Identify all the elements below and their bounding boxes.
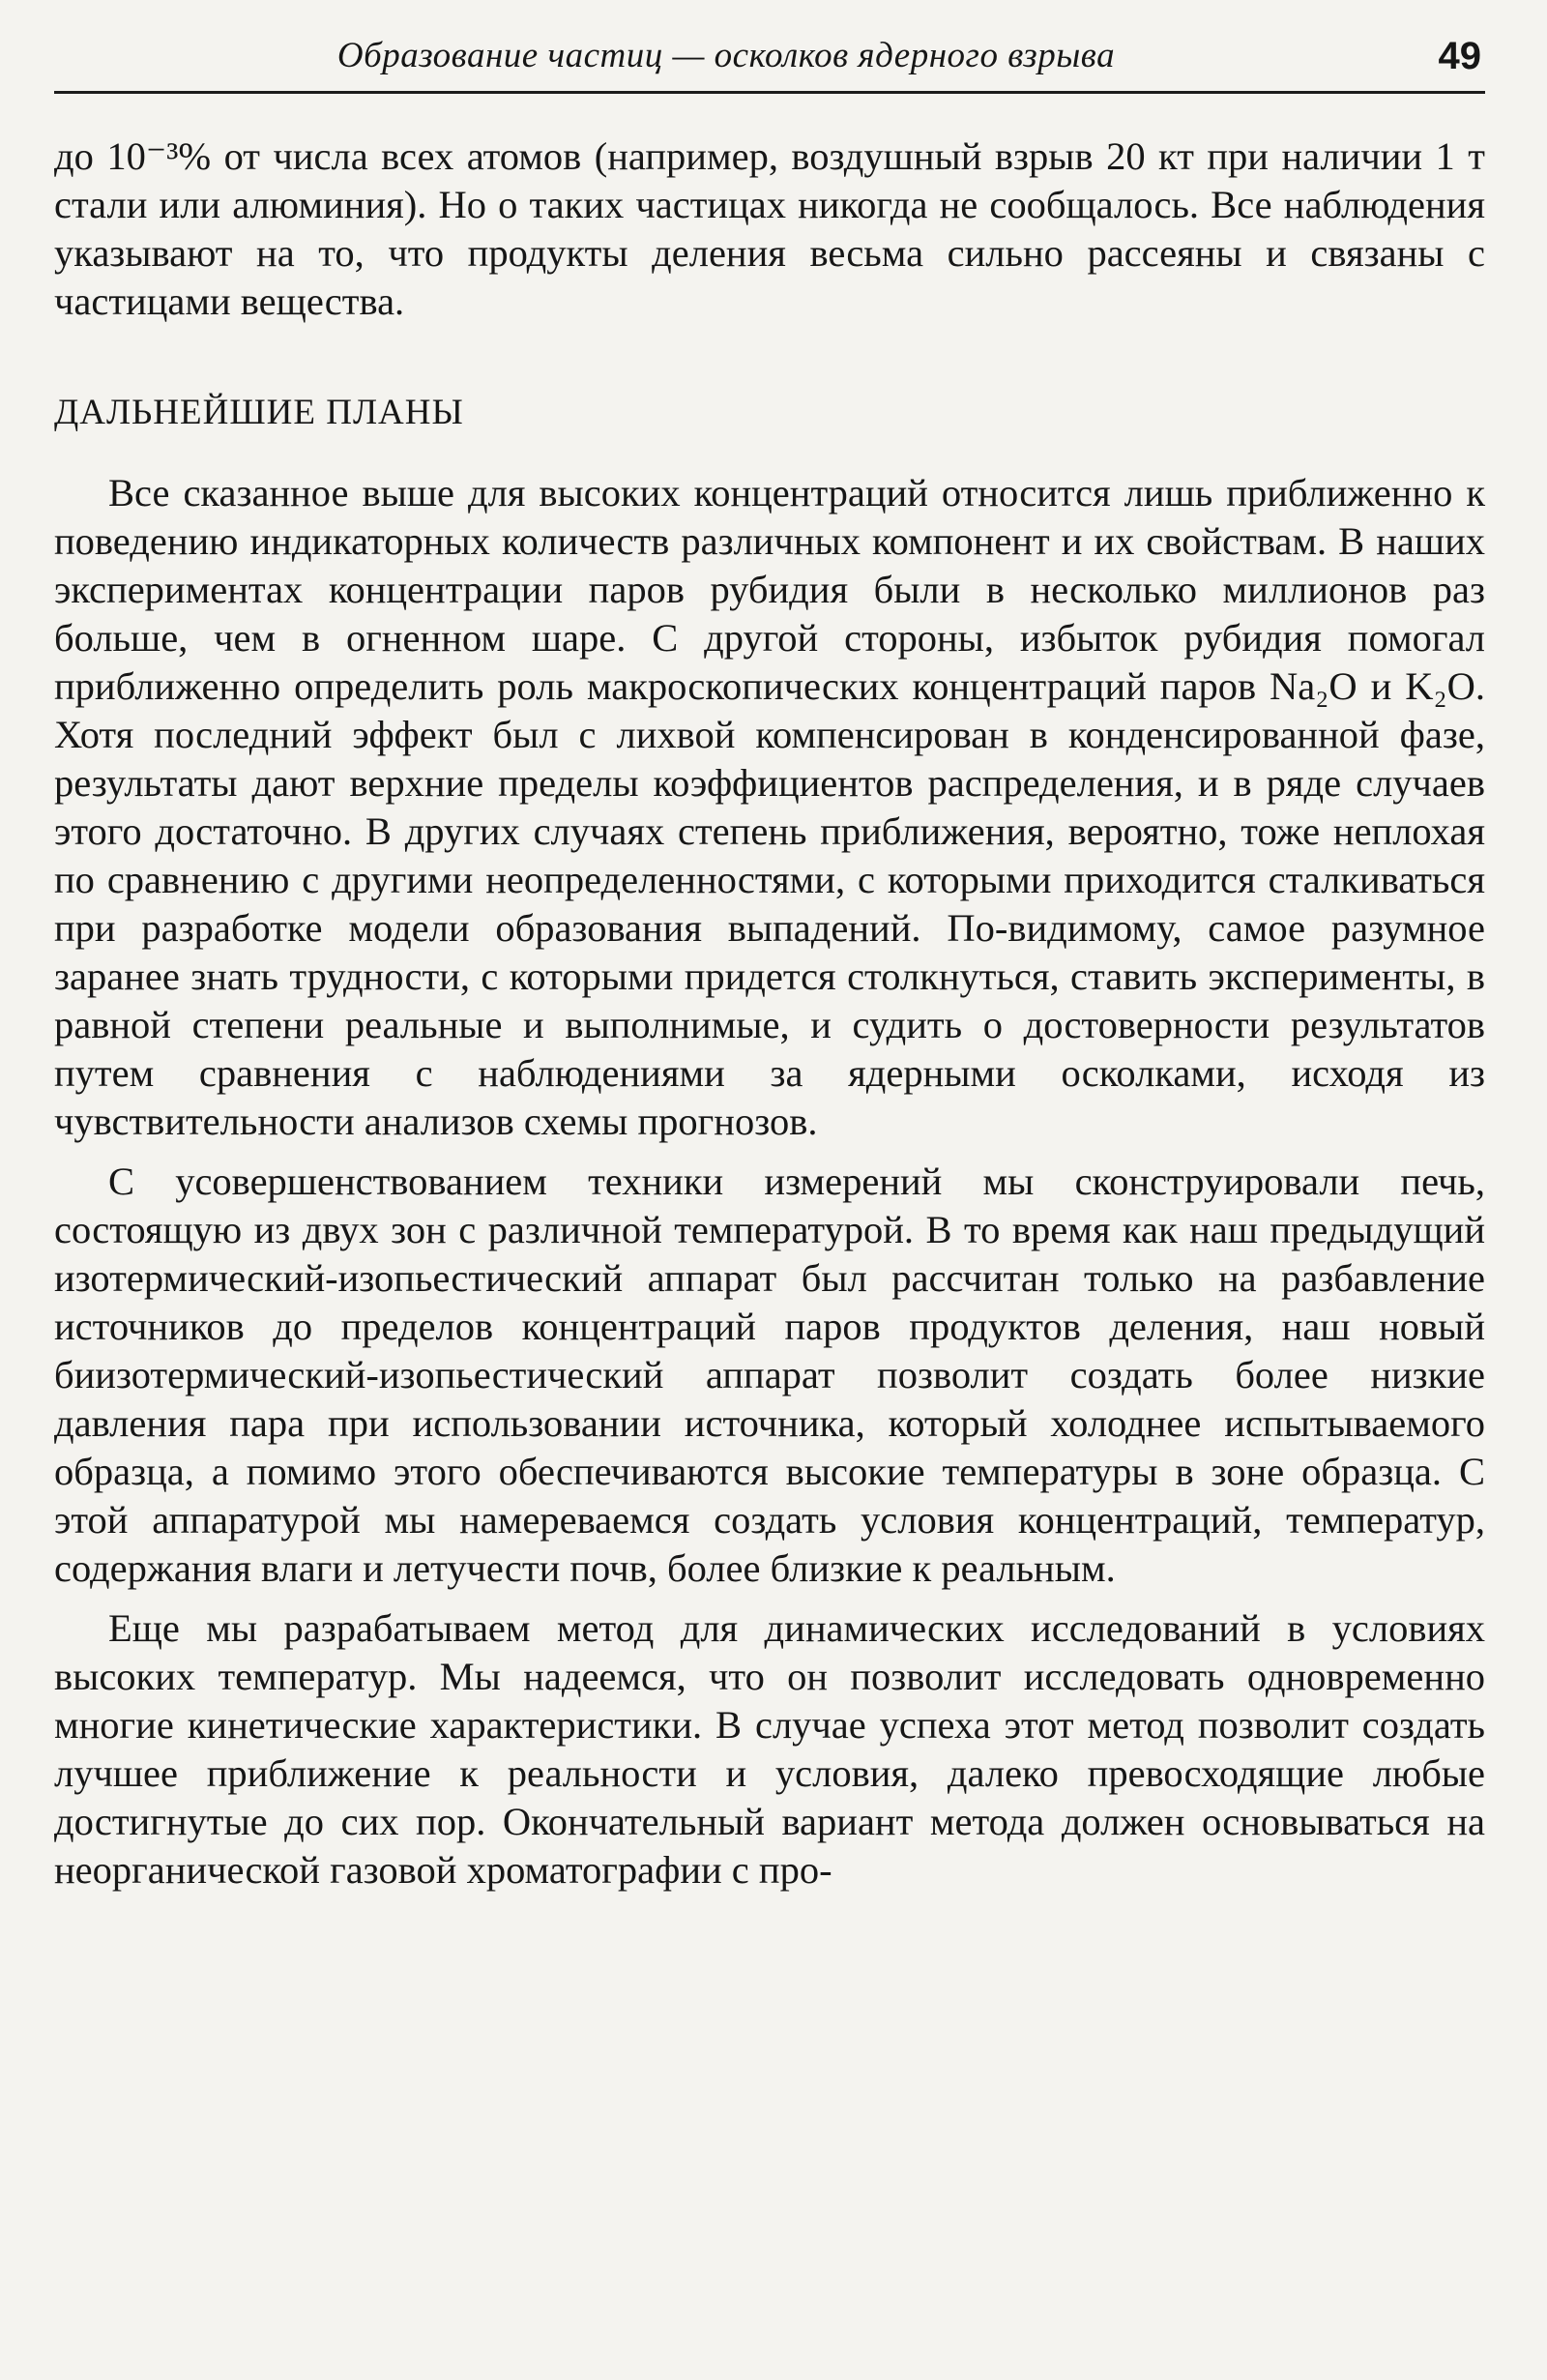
- section-heading: ДАЛЬНЕЙШИЕ ПЛАНЫ: [54, 393, 464, 432]
- body-text: [54, 132, 1485, 1895]
- paragraph-dynamic-method: Еще мы разрабатываем метод для динамических исследований в условиях высоких температур. Мы надеемся, что он позволит исследовать одновременно многие кинетические характеристики. В случае успеха этот метод позволит создать лучшее приближение к реальности и условия, далеко превосходящие любые достигнутые до сих пор. Окончательный вариант метода должен основываться на неорганической газовой хроматографии с про-: [54, 1606, 1485, 1892]
- running-title: Образование частиц — осколков ядерного взрыва: [336, 36, 1116, 75]
- paragraph-continuation: до 10⁻³% от числа всех атомов (например, воздушный взрыв 20 кт при наличии 1 т стали или алюминия). Но о таких частицах никогда не сообщалось. Все наблюдения указывают на то, что продукты деления весьма сильно рассеяны и связаны с частицами вещества.: [54, 134, 1485, 323]
- paragraph-furnace: С усовершенствованием техники измерений мы сконструировали печь, состоящую из двух зон с различной температурой. В то время как наш предыдущий изотермический-изопьестический аппарат был рассчитан только на разбавление источников до пределов концентраций паров продуктов деления, наш новый биизотермический-изопьестический аппарат позволит создать более низкие давления пара при использовании источника, который холоднее испытываемого образца, а помимо этого обеспечиваются высокие температуры в зоне образца. С этой аппаратурой мы намереваемся создать условия концентраций, температур, содержания влаги и летучести почв, более близкие к реальным.: [54, 1160, 1485, 1590]
- paragraph-plans-intro: Все сказанное выше для высоких концентраций относится лишь приближенно к поведению индикаторных количеств различных компонент и их свойствам. В наших экспериментах концентрации паров рубидия были в несколько миллионов раз больше, чем в огненном шаре. С другой стороны, избыток рубидия помогал приближенно определить роль макроскопических концентраций паров Na₂O и K₂O. Хотя последний эффект был с лихвой компенсирован в конденсированной фазе, результаты дают верхние пределы коэффициентов распределения, и в ряде случаев этого достаточно. В других случаях степень приближения, вероятно, тоже неплохая по сравнению с другими неопределенностями, с которыми приходится сталкиваться при разработке модели образования выпадений. По-видимому, самое разумное заранее знать трудности, с которыми придется столкнуться, ставить эксперименты, в равной степени реальные и выполнимые, и судить о достоверности результатов путем сравнения с наблюдениями за ядерными осколками, исходя из чувствительности анализов схемы прогнозов.: [54, 471, 1485, 1143]
- running-header: [54, 35, 1485, 94]
- page-number: 49: [1438, 35, 1481, 77]
